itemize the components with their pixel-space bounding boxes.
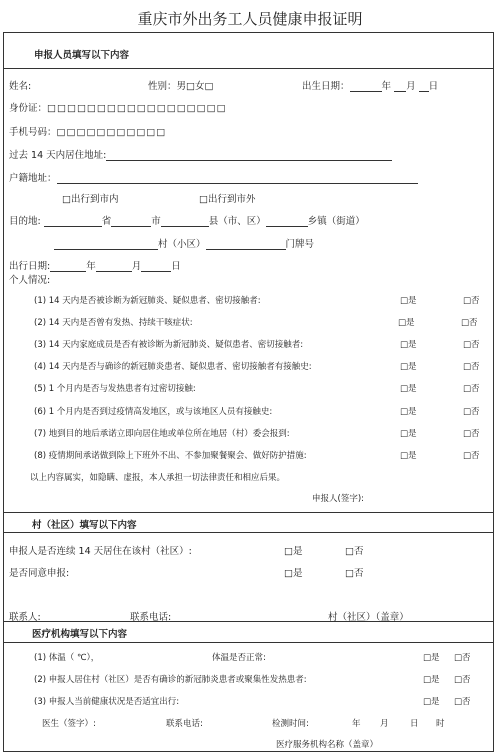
question-6: (6) 1 个月内是否到过疫情高发地区，或与该地区人员有接触史: [34,407,273,417]
q1-no[interactable]: □否 [463,296,480,306]
village-contact-label: 联系人: [9,612,41,623]
phone-label: 手机号码：□□□□□□□□□□□ [9,127,167,138]
depart-date: 出行日期: 年 月 日 [9,261,181,272]
applicant-section-header: 申报人员填写以下内容 [34,50,130,61]
phone-boxes: □□□□□□□□□□□ [56,127,167,138]
test-year: 年 [352,719,361,729]
gender-label: 性别：男□女□ [148,81,214,92]
address-14-label: 过去 14 天内居住地址: [9,147,392,161]
q2-no[interactable]: □否 [461,318,478,328]
id-label: 身份证：□□□□□□□□□□□□□□□□□□ [9,103,227,114]
q8-yes[interactable]: □是 [400,451,417,461]
divider [3,532,494,533]
travel-in-option: □出行到市内 [62,194,119,205]
divider [3,68,494,69]
village-q2-yes[interactable]: □是 [284,568,303,579]
medical-q1: (1) 体温（ ℃）， [34,653,100,663]
medical-q3-no[interactable]: □否 [454,697,471,707]
village-q1-no[interactable]: □否 [345,546,364,557]
q2-yes[interactable]: □是 [398,318,415,328]
destination-line-1: 目的地: 省 市 县（市、区） 乡镇（街道） [9,216,365,227]
q4-yes[interactable]: □是 [400,362,417,372]
test-hour: 时 [436,719,445,729]
village-q1-yes[interactable]: □是 [284,546,303,557]
applicant-signature-label: 申报人(签字): [312,494,364,504]
medical-q2-no[interactable]: □否 [454,675,471,685]
id-boxes: □□□□□□□□□□□□□□□□□□ [47,103,227,114]
name-label: 姓名: [9,81,32,92]
q7-no[interactable]: □否 [463,429,480,439]
form-title: 重庆市外出务工人员健康申报证明 [137,10,363,28]
question-3: (3) 14 天内家庭成员是否有被诊断为新冠肺炎、疑似患者、密切接触者: [34,340,304,350]
test-day: 日 [410,719,419,729]
q6-yes[interactable]: □是 [400,407,417,417]
divider [3,642,494,643]
medical-section-header: 医疗机构填写以下内容 [32,629,128,640]
q3-yes[interactable]: □是 [400,340,417,350]
doctor-signature-label: 医生（签字）: [42,719,96,729]
village-q2: 是否同意申报: [9,568,70,579]
question-7: (7) 地到目的地后承诺立即向居住地或单位所在地居（村）委会报到: [34,429,290,439]
birth-label: 出生日期： 年 月 日 [302,81,439,92]
medical-q2: (2) 申报人居住村（社区）是否有确诊的新冠肺炎患者或聚集性发热患者: [34,675,307,685]
medical-q1-no[interactable]: □否 [454,653,471,663]
travel-out-option: □出行到市外 [199,194,256,205]
medical-q3: (3) 申报人当前健康状况是否适宜出行: [34,697,180,707]
q4-no[interactable]: □否 [463,362,480,372]
declaration-text: 以上内容属实，如隐瞒、虚报，本人承担一切法律责任和相应后果。 [30,473,286,483]
question-1: (1) 14 天内是否被诊断为新冠肺炎、疑似患者、密切接触者: [34,296,261,306]
medical-q2-yes[interactable]: □是 [423,675,440,685]
q8-no[interactable]: □否 [463,451,480,461]
village-q1: 申报人是否连续 14 天居住在该村（社区）: [9,546,192,557]
test-month: 月 [380,719,389,729]
question-8: (8) 疫情期间承诺做到除上下班外不出、不参加聚餐聚会、做好防护措施: [34,451,307,461]
question-4: (4) 14 天内是否与确诊的新冠肺炎患者、疑似患者、密切接触者有接触史: [34,362,312,372]
medical-phone-label: 联系电话: [166,719,203,729]
q6-no[interactable]: □否 [463,407,480,417]
q3-no[interactable]: □否 [463,340,480,350]
huji-address-label: 户籍地址： [9,170,418,184]
q1-yes[interactable]: □是 [400,296,417,306]
q5-no[interactable]: □否 [463,384,480,394]
village-seal-label: 村（社区）（盖章） [328,612,409,623]
village-phone-label: 联系电话: [130,612,172,623]
village-section-header: 村（社区）填写以下内容 [32,520,137,531]
destination-line-2: 村（小区） 门牌号 [54,236,314,250]
test-time-label: 检测时间: [272,719,309,729]
village-q2-no[interactable]: □否 [345,568,364,579]
divider [3,512,494,513]
question-5: (5) 1 个月内是否与发热患者有过密切接触: [34,384,196,394]
medical-q3-yes[interactable]: □是 [423,697,440,707]
q5-yes[interactable]: □是 [400,384,417,394]
medical-q1-normal: 体温是否正常: [212,653,266,663]
question-2: (2) 14 天内是否曾有发热、持续干咳症状: [34,318,193,328]
medical-seal-label: 医疗服务机构名称（盖章） [276,740,379,750]
q7-yes[interactable]: □是 [400,429,417,439]
medical-q1-yes[interactable]: □是 [423,653,440,663]
personal-label: 个人情况: [9,275,51,286]
divider [3,621,494,622]
